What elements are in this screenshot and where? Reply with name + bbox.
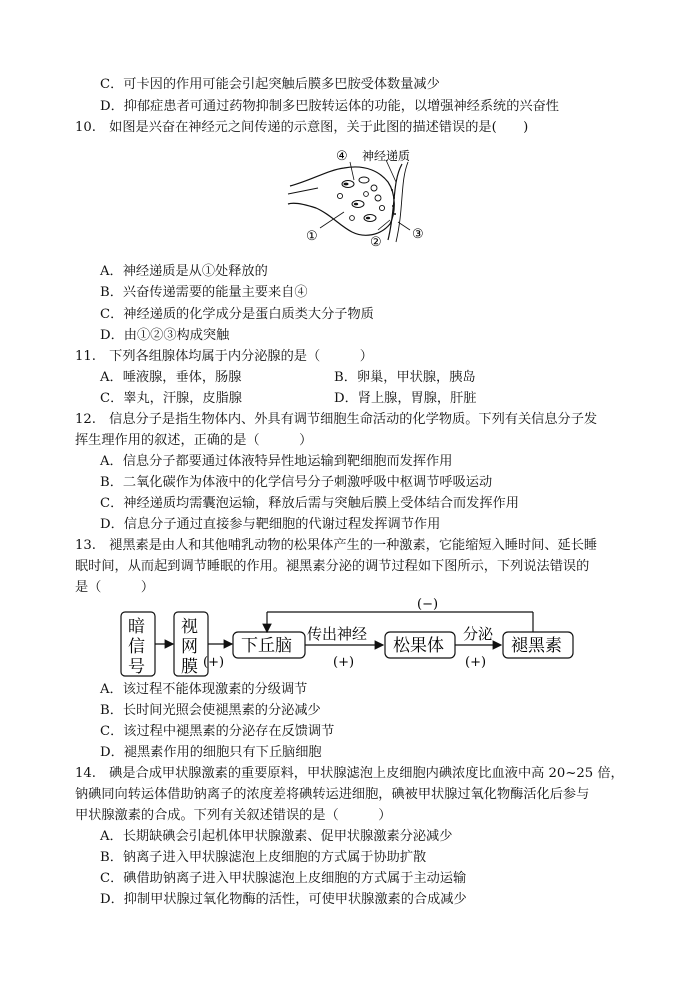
pineal-label: 松果体 — [393, 636, 444, 656]
q13-stem-line1: 13. 褪黑素是由人和其他哺乳动物的松果体产生的一种激素，它能缩短入睡时间、延长睡 — [75, 538, 598, 553]
label-4: ④ — [336, 149, 348, 164]
q13-option-d: D．褪黑素作用的细胞只有下丘脑细胞 — [100, 745, 322, 760]
dark-char-2: 信 — [128, 637, 145, 657]
q14-option-c: C．碘借助钠离子进入甲状腺滤泡上皮细胞的方式属于主动运输 — [100, 871, 467, 886]
q13-stem-line3: 是（ ） — [75, 580, 155, 595]
q12-stem-line1: 12. 信息分子是指生物体内、外具有调节细胞生命活动的化学物质。下列有关信息分子发 — [75, 412, 598, 427]
retina-char-2: 网 — [181, 637, 198, 657]
label-3: ③ — [412, 227, 424, 242]
q14-option-a: A．长期缺碘会引起机体甲状腺激素、促甲状腺激素分泌减少 — [100, 829, 453, 844]
q14-stem-line2: 钠碘同向转运体借助钠离子的浓度差将碘转运进细胞，碘被甲状腺过氧化物酶活化后参与 — [75, 787, 590, 802]
q10-option-b: B．兴奋传递需要的能量主要来自④ — [100, 285, 308, 300]
q14-option-b: B．钠离子进入甲状腺滤泡上皮细胞的方式属于协助扩散 — [100, 850, 427, 865]
q14-stem-line3: 甲状腺激素的合成。下列有关叙述错误的是（ ） — [75, 808, 392, 823]
q11-option-d: D．肾上腺，胃腺，肝脏 — [334, 391, 477, 406]
retina-char-3: 膜 — [181, 657, 198, 677]
q10-option-d: D．由①②③构成突触 — [100, 328, 230, 343]
plus-2: (+) — [333, 655, 355, 670]
q10-option-a: A．神经递质是从①处释放的 — [100, 264, 268, 279]
q12-option-c: C．神经递质均需囊泡运输，释放后需与突触后膜上受体结合而发挥作用 — [100, 496, 519, 511]
efferent-nerve-label: 传出神经 — [307, 625, 368, 643]
hypothalamus-label: 下丘脑 — [241, 636, 292, 656]
melatonin-flow-diagram — [115, 592, 580, 680]
q11-option-b: B．卵巢，甲状腺，胰岛 — [334, 370, 476, 385]
q11-option-a: A．唾液腺，垂体，肠腺 — [100, 370, 242, 385]
melatonin-label: 褪黑素 — [511, 636, 562, 656]
plus-1: (+) — [203, 655, 225, 670]
q10-option-c: C．神经递质的化学成分是蛋白质类大分子物质 — [100, 307, 374, 322]
q13-stem-line2: 眠时间，从而起到调节睡眠的作用。褪黑素分泌的调节过程如下图所示，下列说法错误的 — [75, 559, 590, 574]
feedback-minus: (−) — [417, 597, 439, 612]
q13-option-b: B．长时间光照会使褪黑素的分泌减少 — [100, 703, 321, 718]
plus-3: (+) — [465, 655, 487, 670]
q13-option-a: A．该过程不能体现激素的分级调节 — [100, 682, 308, 697]
q13-option-c: C．该过程中褪黑素的分泌存在反馈调节 — [100, 724, 335, 739]
synapse-diagram — [282, 142, 442, 252]
retina-char-1: 视 — [181, 617, 198, 637]
dark-char-3: 号 — [128, 657, 145, 677]
q9-option-c: C．可卡因的作用可能会引起突触后膜多巴胺受体数量减少 — [100, 77, 440, 92]
q12-option-a: A．信息分子都要通过体液特异性地运输到靶细胞而发挥作用 — [100, 454, 453, 469]
secrete-label: 分泌 — [463, 625, 494, 643]
dark-char-1: 暗 — [128, 617, 145, 637]
q11-option-c: C．睾丸，汗腺，皮脂腺 — [100, 391, 242, 406]
label-2: ② — [370, 235, 382, 250]
q12-stem-line2: 挥生理作用的叙述，正确的是（ ） — [75, 433, 313, 448]
q11-stem: 11. 下列各组腺体均属于内分泌腺的是（ ） — [75, 349, 373, 364]
label-neurotransmitter: 神经递质 — [362, 149, 411, 163]
q12-option-d: D．信息分子通过直接参与靶细胞的代谢过程发挥调节作用 — [100, 517, 441, 532]
q14-option-d: D．抑制甲状腺过氧化物酶的活性，可使甲状腺激素的合成减少 — [100, 892, 467, 907]
q9-option-d: D．抑郁症患者可通过药物抑制多巴胺转运体的功能，以增强神经系统的兴奋性 — [100, 99, 559, 114]
label-1: ① — [306, 229, 318, 244]
q14-stem-line1: 14. 碘是合成甲状腺激素的重要原料，甲状腺滤泡上皮细胞内碘浓度比血液中高 20~25 倍， — [75, 766, 624, 781]
q10-stem: 10. 如图是兴奋在神经元之间传递的示意图，关于此图的描述错误的是( ) — [75, 120, 529, 135]
q12-option-b: B．二氧化碳作为体液中的化学信号分子刺激呼吸中枢调节呼吸运动 — [100, 475, 493, 490]
